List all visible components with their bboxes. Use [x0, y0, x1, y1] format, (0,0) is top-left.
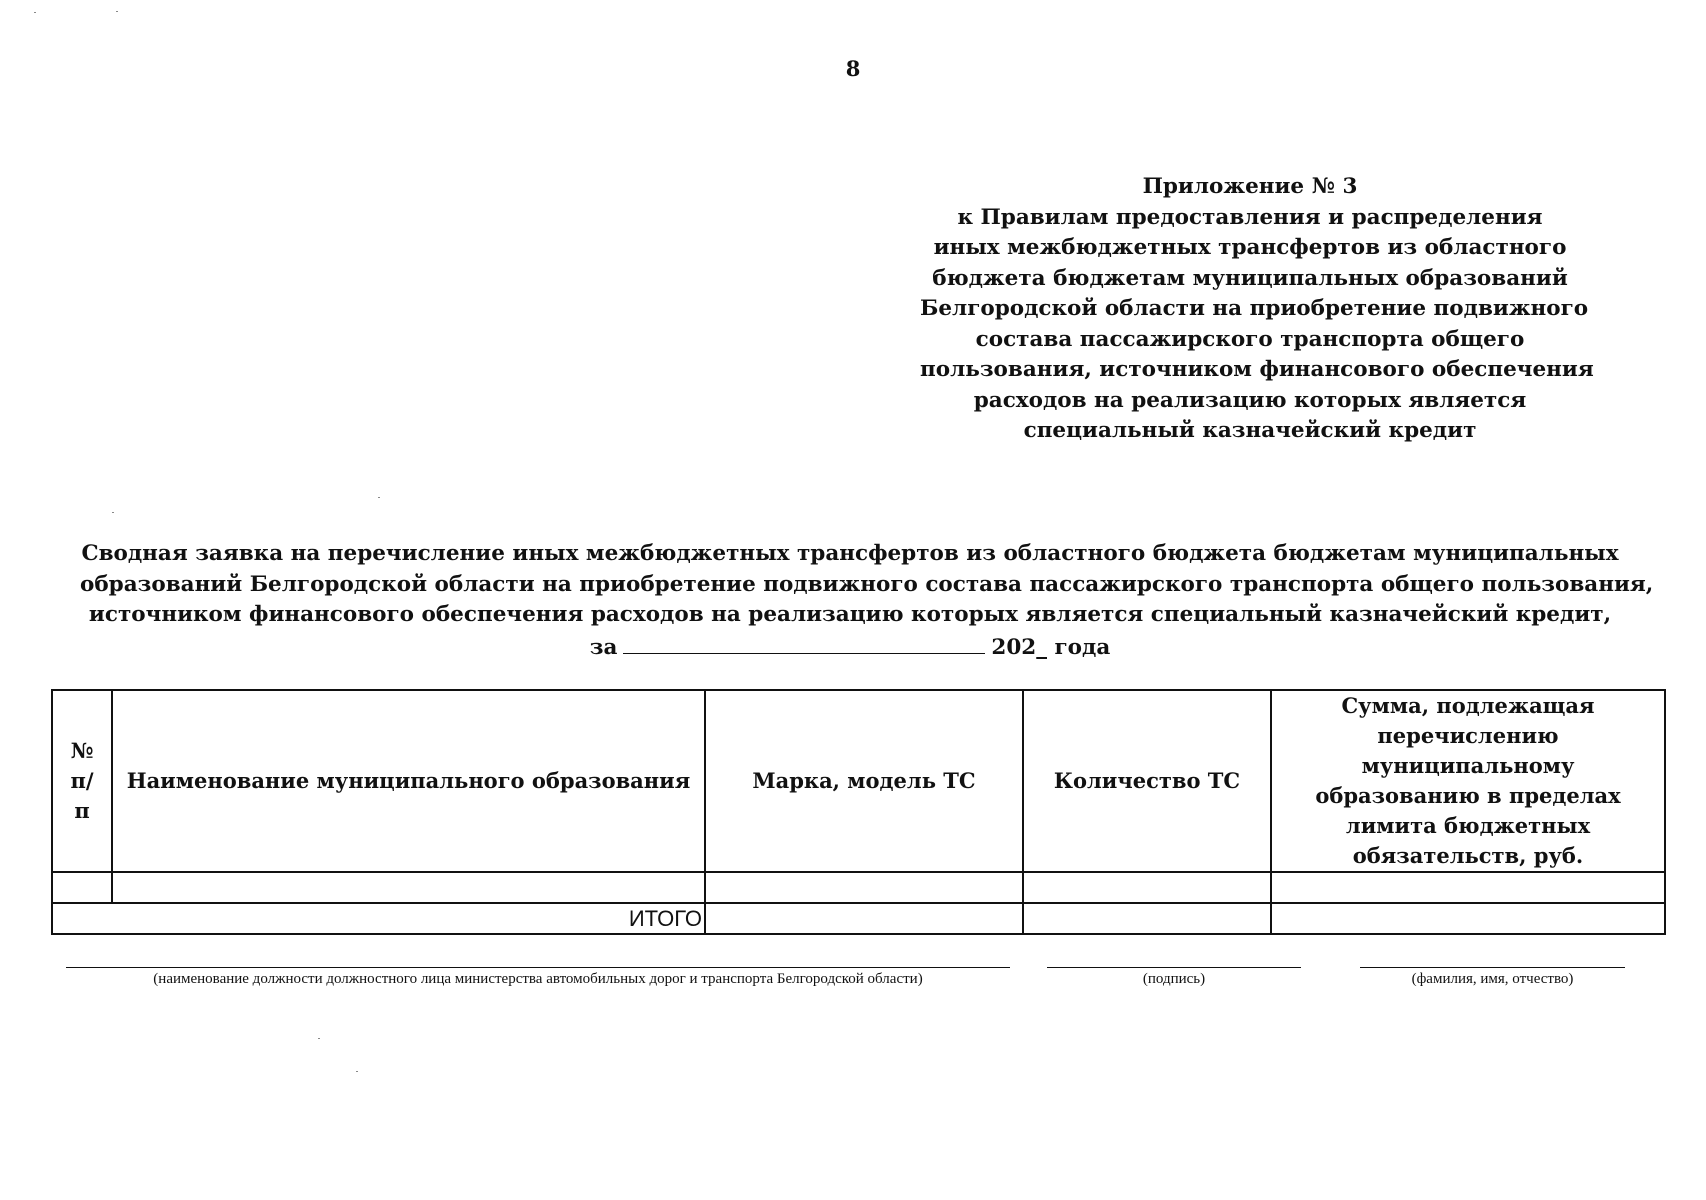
period-blank-field[interactable]: [623, 631, 985, 654]
appendix-header: [920, 172, 1594, 447]
appendix-line: бюджета бюджетам муниципальных образований: [932, 265, 1568, 291]
col-header-number: № п/п: [52, 690, 112, 872]
scan-speck: [112, 512, 114, 513]
col-header-municipality: Наименование муниципального образования: [112, 690, 705, 872]
form-title-line: источником финансового обеспечения расходов на реализацию которых является специальный казначейский кредит,: [88, 602, 1612, 627]
appendix-line: иных межбюджетных трансфертов из областного: [933, 235, 1567, 260]
total-cell-amount[interactable]: [1271, 903, 1665, 934]
appendix-line: состава пассажирского транспорта общего: [975, 326, 1525, 352]
scan-speck: [116, 11, 118, 12]
form-title-period: [80, 631, 1620, 664]
form-title: [80, 539, 1654, 663]
page-number: 8: [845, 56, 861, 81]
total-cell-quantity[interactable]: [1023, 903, 1271, 934]
position-caption: (наименование должности должностного лица министерства автомобильных дорог и транспорта Белгородской области): [153, 971, 923, 987]
appendix-line: специальный казначейский кредит: [1023, 418, 1477, 443]
appendix-line: пользования, источником финансового обеспечения: [920, 357, 1594, 382]
table-header-row: [52, 690, 1665, 872]
table-total-row: [52, 903, 1665, 934]
col-header-amount: Сумма, подлежащая перечислению муниципальному образованию в пределах лимита бюджетных обязательств, руб.: [1271, 690, 1665, 872]
signature-caption: (подпись): [1142, 971, 1206, 987]
col-header-quantity: Количество ТС: [1023, 690, 1271, 872]
scan-speck: [34, 12, 36, 13]
table-cell-amount[interactable]: [1271, 872, 1665, 903]
appendix-line: расходов на реализацию которых является: [973, 387, 1527, 413]
period-suffix: 202_ года: [991, 634, 1111, 660]
table-cell-municipality[interactable]: [112, 872, 705, 903]
form-title-line: образований Белгородской области на приобретение подвижного состава пассажирского транспорта общего пользования,: [80, 571, 1654, 597]
signature-line[interactable]: [1047, 967, 1301, 968]
table-cell-number[interactable]: [52, 872, 112, 903]
full-name-signature-line[interactable]: [1360, 967, 1625, 968]
appendix-line: Приложение № 3: [1142, 174, 1358, 199]
full-name-caption: (фамилия, имя, отчество): [1411, 971, 1574, 987]
period-prefix: за: [589, 634, 618, 660]
total-cell-model[interactable]: [705, 903, 1023, 934]
transfer-request-table: [51, 689, 1666, 935]
appendix-line: к Правилам предоставления и распределения: [957, 204, 1543, 230]
table-cell-quantity[interactable]: [1023, 872, 1271, 903]
col-header-model: Марка, модель ТС: [705, 690, 1023, 872]
scan-speck: [318, 1038, 320, 1039]
table-row: [52, 872, 1665, 903]
table-cell-model[interactable]: [705, 872, 1023, 903]
appendix-line: Белгородской области на приобретение подвижного: [920, 296, 1589, 321]
position-signature-line[interactable]: [66, 967, 1010, 968]
scan-speck: [378, 497, 380, 498]
form-title-line: Сводная заявка на перечисление иных межбюджетных трансфертов из областного бюджета бюджетам муниципальных: [81, 541, 1619, 566]
total-label: ИТОГО: [52, 903, 705, 934]
scan-speck: [356, 1071, 358, 1072]
